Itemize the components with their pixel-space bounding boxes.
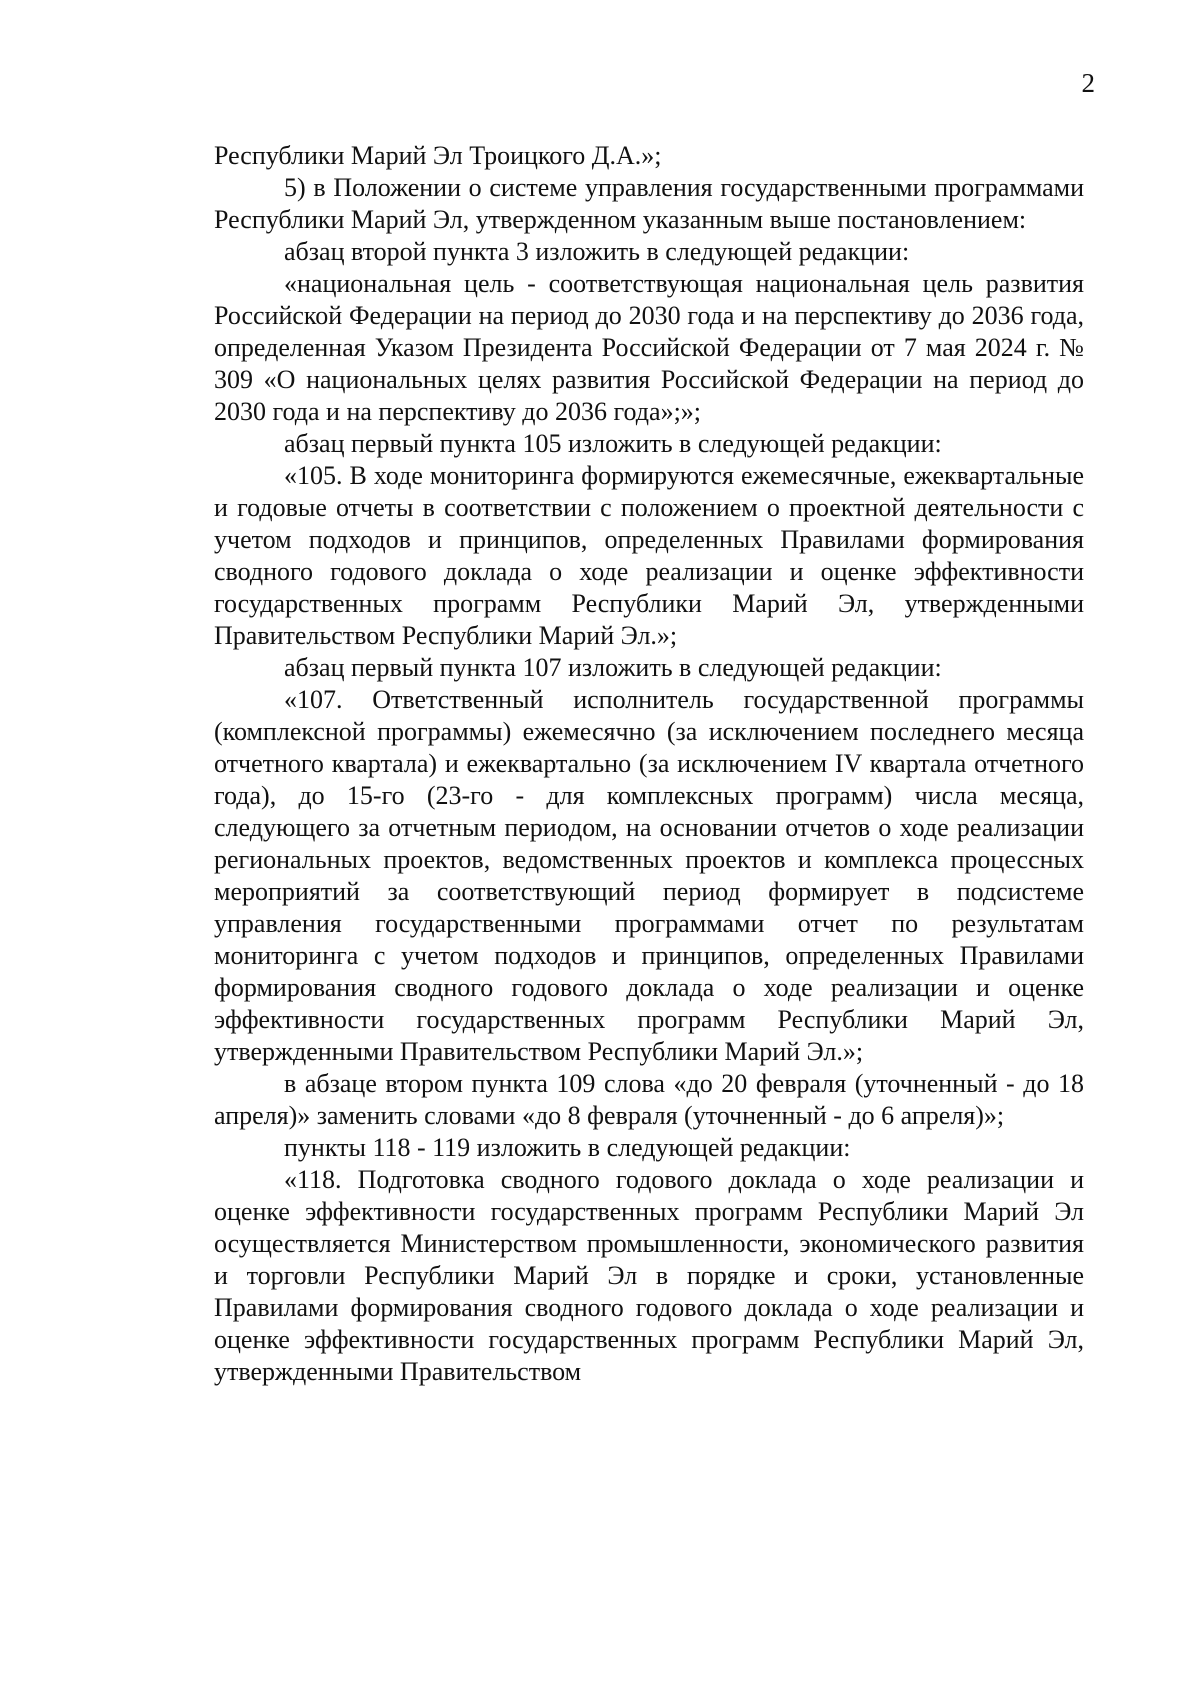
paragraph-national-goal: «национальная цель - соответствующая национальная цель развития Российской Федерации на период до 2030 года и на перспективу до 2036 года, определенная Указом Президента Российской Федерации от 7 мая 2024 г. № 309 «О национальных целях развития Российской Федерации на период до 2030 года и на перспективу до 2036 года»;»; (214, 269, 1084, 426)
page-number: 2 (1081, 68, 1095, 98)
document-body (214, 140, 1084, 1388)
paragraph-item-5: 5) в Положении о системе управления государственными программами Республики Марий Эл, утвержденном указанным выше постановлением: (214, 173, 1084, 234)
paragraph-instruction-point-107: абзац первый пункта 107 изложить в следующей редакции: (284, 653, 942, 682)
paragraph-point-109: в абзаце втором пункта 109 слова «до 20 февраля (уточненный - до 18 апреля)» заменить словами «до 8 февраля (уточненный - до 6 апреля)»; (214, 1069, 1084, 1130)
paragraph-instruction-point-105: абзац первый пункта 105 изложить в следующей редакции: (284, 429, 942, 458)
paragraph-point-105: «105. В ходе мониторинга формируются ежемесячные, ежеквартальные и годовые отчеты в соответствии с положением о проектной деятельности с учетом подходов и принципов, определенных Правилами формирования сводного годового доклада о ходе реализации и оценке эффективности государственных программ Республики Марий Эл, утвержденными Правительством Республики Марий Эл.»; (214, 461, 1084, 650)
paragraph-instruction-points-118-119: пункты 118 - 119 изложить в следующей редакции: (284, 1133, 851, 1162)
paragraph-continuation: Республики Марий Эл Троицкого Д.А.»; (214, 141, 662, 170)
paragraph-point-107: «107. Ответственный исполнитель государственной программы (комплексной программы) ежемесячно (за исключением последнего месяца отчетного квартала) и ежеквартально (за исключением IV квартала отчетного года), до 15-го (23-го - для комплексных программ) числа месяца, следующего за отчетным периодом, на основании отчетов о ходе реализации региональных проектов, ведомственных проектов и комплекса процессных мероприятий за соответствующий период формирует в подсистеме управления государственными программами отчет по результатам мониторинга с учетом подходов и принципов, определенных Правилами формирования сводного годового доклада о ходе реализации и оценке эффективности государственных программ Республики Марий Эл, утвержденными Правительством Республики Марий Эл.»; (214, 685, 1084, 1066)
paragraph-point-118: «118. Подготовка сводного годового доклада о ходе реализации и оценке эффективности государственных программ Республики Марий Эл осуществляется Министерством промышленности, экономического развития и торговли Республики Марий Эл в порядке и сроки, установленные Правилами формирования сводного годового доклада о ходе реализации и оценке эффективности государственных программ Республики Марий Эл, утвержденными Правительством (214, 1165, 1084, 1386)
paragraph-instruction-point-3: абзац второй пункта 3 изложить в следующей редакции: (284, 237, 910, 266)
